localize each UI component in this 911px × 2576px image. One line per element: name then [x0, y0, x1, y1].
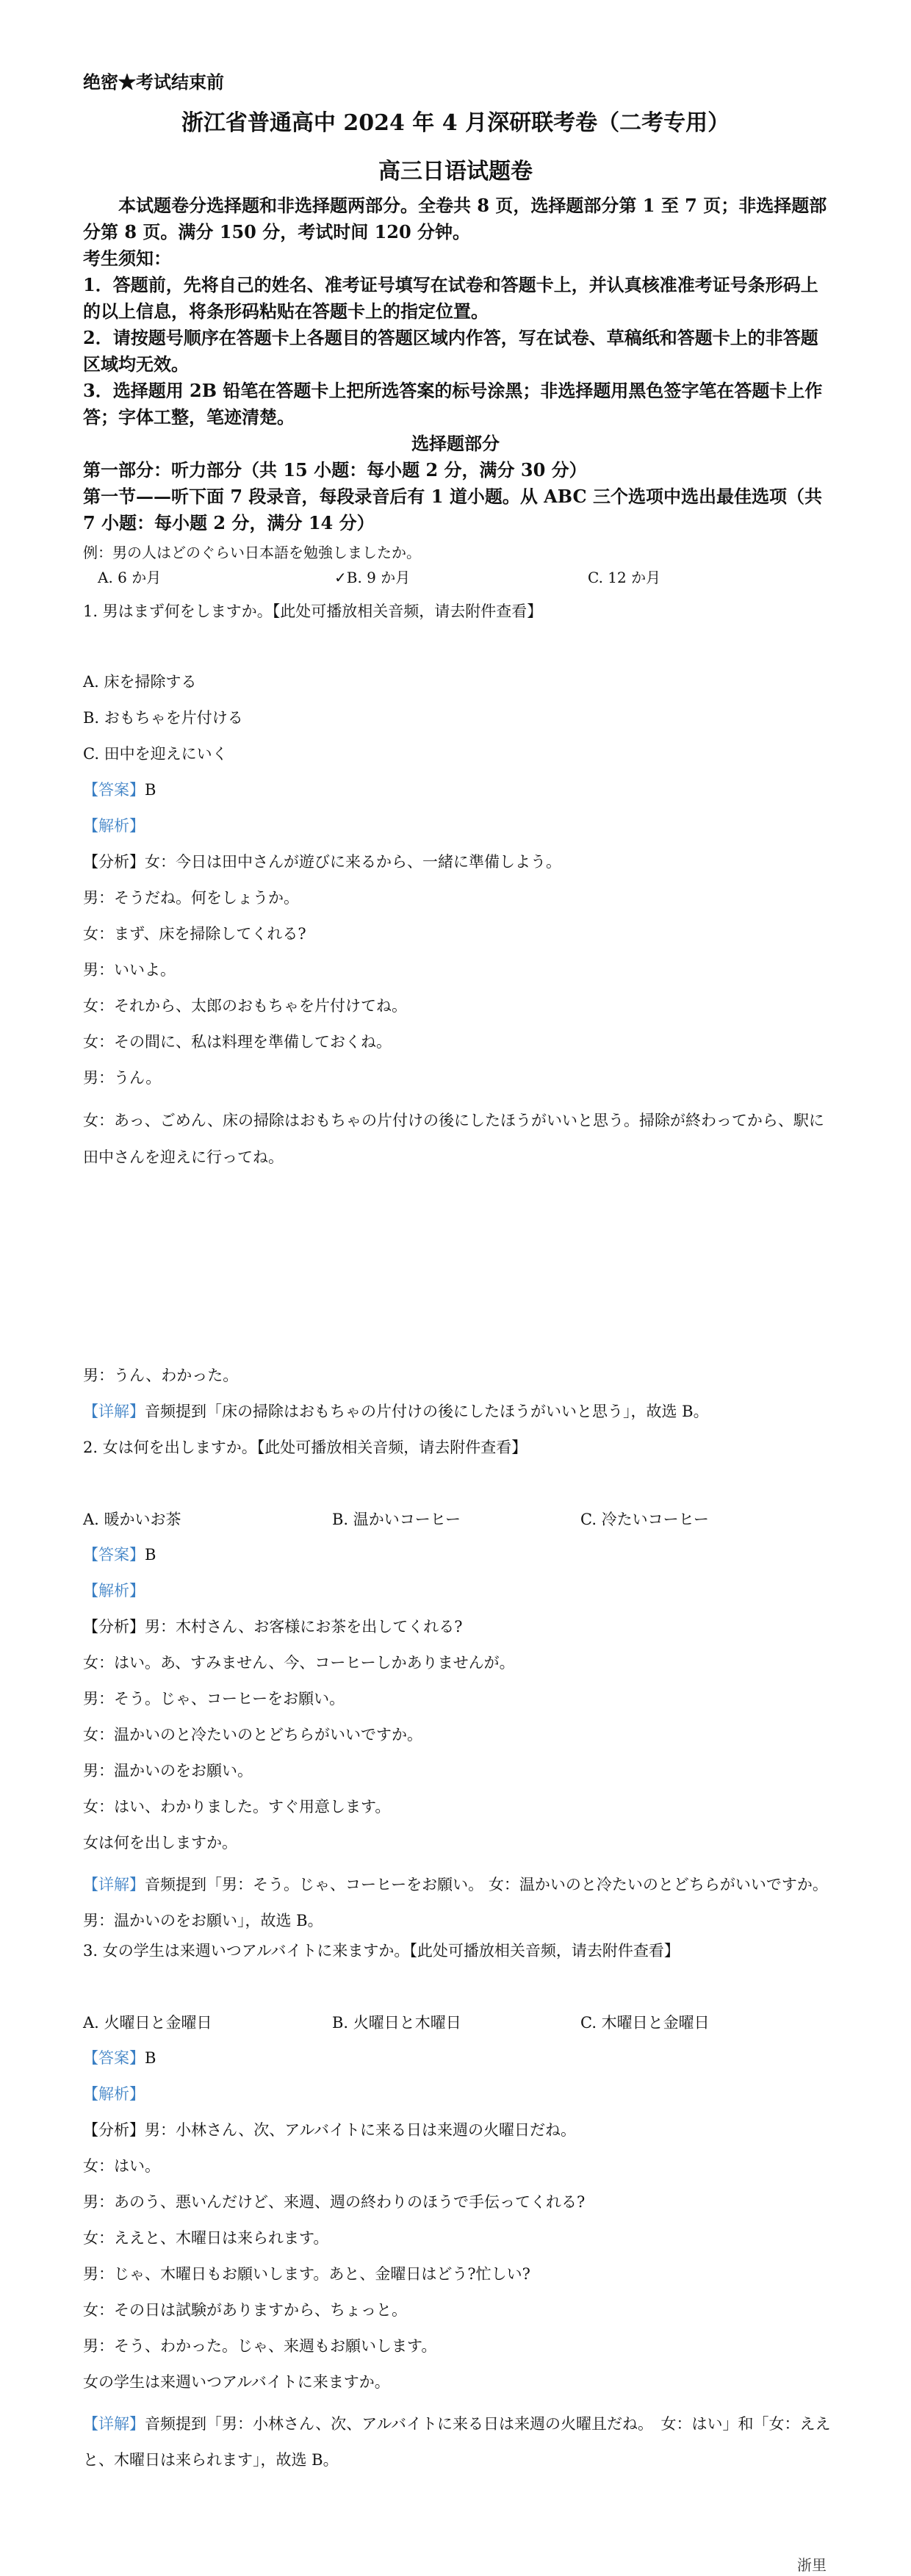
q2-option-b: B. 温かいコーヒー — [332, 1511, 461, 1528]
detail-text: 音频提到「男：そう。じゃ、コーヒーをお願い。 女：温かいのと冷たいのとどちらがいいですか。男：温かいのをお願い」，故选 B。 — [83, 1876, 828, 1929]
q3-option-c: C. 木曜日と金曜日 — [580, 2014, 710, 2032]
q1-line-1 — [83, 850, 832, 874]
intro-paragraph: 本试题卷分选择题和非选择题两部分。全卷共 8 页，选择题部分第 1 至 7 页；非选择题部分第 8 页。满分 150 分，考试时间 120 分钟。 — [83, 195, 827, 242]
detail-text: 音频提到「男：小林さん、次、アルバイトに来る日は来週の火曜且だね。 女：はい」和「女：ええと、木曜日は来られます」，故选 B。 — [83, 2415, 831, 2469]
q1-line-8: 女：あっ、ごめん、床の掃除はおもちゃの片付けの後にしたほうがいいと思う。掃除が終わってから、駅に田中さんを迎えに行ってね。 — [83, 1112, 824, 1166]
q2-option-a: A. 暖かいお茶 — [83, 1511, 181, 1528]
q1-line-3: 女：まず、床を掃除してくれる? — [83, 925, 306, 943]
q3-question: 3. 女の学生は来週いつアルバイトに来ますか。【此处可播放相关音频，请去附件查看】 — [83, 1942, 680, 1960]
example-option-c: C. 12 か月 — [588, 569, 661, 586]
fenxi-tag: 【分析】 — [83, 2121, 145, 2139]
answer-value: B — [145, 2049, 156, 2067]
page-footer: 浙里 — [797, 2556, 827, 2574]
q2-line-5: 男：温かいのをお願い。 — [83, 1762, 253, 1780]
example-question: 例：男の人はどのぐらい日本語を勉強しましたか。 — [83, 544, 421, 561]
q1-line-7: 男：うん。 — [83, 1069, 162, 1087]
q3-option-a: A. 火曜日と金曜日 — [83, 2014, 212, 2032]
fenxi-tag: 【分析】 — [83, 853, 145, 871]
q2-detail — [83, 1867, 832, 1939]
exam-title: 浙江省普通高中 2024 年 4 月深研联考卷（二考专用） — [181, 110, 730, 136]
q1-option-b: B. おもちゃを片付ける — [83, 709, 243, 727]
section-heading: 选择题部分 — [411, 433, 500, 454]
section-1-instructions: 第一节——听下面 7 段录音，每段录音后有 1 道小题。从 ABC 三个选项中选出最佳选项（共 7 小题：每小题 2 分，满分 14 分） — [83, 486, 822, 533]
secret-label: 绝密★考试结束前 — [83, 71, 224, 93]
q3-line-5: 男：じゃ、木曜日もお願いします。あと、金曜日はどう?忙しい? — [83, 2265, 530, 2283]
exam-subtitle: 高三日语试题卷 — [378, 159, 533, 184]
q3-detail — [83, 2406, 832, 2478]
q2-line-1 — [83, 1615, 832, 1638]
detail-tag: 【详解】 — [83, 2415, 145, 2433]
example-option-a: A. 6 か月 — [98, 569, 162, 586]
q2-answer — [83, 1543, 832, 1566]
q3-line-1 — [83, 2118, 832, 2142]
q1-analysis-tag: 【解析】 — [83, 817, 145, 835]
answer-value: B — [145, 1546, 156, 1564]
q2-line-3: 男：そう。じゃ、コーヒーをお願い。 — [83, 1690, 345, 1708]
q3-line-2: 女：はい。 — [83, 2157, 160, 2175]
q2-question: 2. 女は何を出しますか。【此处可播放相关音频，请去附件查看】 — [83, 1439, 527, 1456]
detail-text: 音频提到「床の掃除はおもちゃの片付けの後にしたほうがいいと思う」，故选 B。 — [145, 1403, 709, 1420]
notice-2: 2．请按题号顺序在答题卡上各题目的答题区域内作答，写在试卷、草稿纸和答题卡上的非答题区域均无效。 — [83, 327, 818, 375]
q2-option-c: C. 冷たいコーヒー — [580, 1511, 709, 1528]
detail-tag: 【详解】 — [83, 1403, 145, 1420]
q3-line-3: 男：あのう、悪いんだけど、来週、週の終わりのほうで手伝ってくれる? — [83, 2193, 586, 2211]
q1-option-c: C. 田中を迎えにいく — [83, 745, 228, 763]
q2-line-4: 女：温かいのと冷たいのとどちらがいいですか。 — [83, 1726, 422, 1744]
fenxi-tag: 【分析】 — [83, 1618, 145, 1636]
q3-line-6: 女：その日は試験がありますから、ちょっと。 — [83, 2301, 407, 2319]
q2-analysis-tag: 【解析】 — [83, 1582, 145, 1600]
dialog-text: 男：小林さん、次、アルバイトに来る日は来週の火曜日だね。 — [145, 2121, 576, 2139]
q3-option-b: B. 火曜日と木曜日 — [332, 2014, 461, 2032]
q1-question: 1. 男はまず何をしますか。【此处可播放相关音频，请去附件查看】 — [83, 602, 543, 620]
q3-line-4: 女：ええと、木曜日は来られます。 — [83, 2229, 329, 2247]
q1-option-a: A. 床を掃除する — [83, 673, 197, 691]
notice-label: 考生须知： — [83, 248, 171, 269]
q3-line-8: 女の学生は来週いつアルバイトに来ますか。 — [83, 2373, 390, 2391]
q1-line-4: 男：いいよ。 — [83, 961, 176, 979]
notice-1: 1．答题前，先将自己的姓名、准考证号填写在试卷和答题卡上，并认真核准准考证号条形码上的以上信息，将条形码粘贴在答题卡上的指定位置。 — [83, 274, 818, 322]
answer-tag: 【答案】 — [83, 1546, 145, 1564]
q1-detail — [83, 1400, 832, 1423]
answer-tag: 【答案】 — [83, 2049, 145, 2067]
answer-tag: 【答案】 — [83, 781, 145, 799]
q2-line-2: 女：はい。あ、すみません、今、コーヒーしかありませんが。 — [83, 1654, 515, 1672]
dialog-text: 男：木村さん、お客様にお茶を出してくれる? — [145, 1618, 463, 1636]
q1-line-5: 女：それから、太郎のおもちゃを片付けてね。 — [83, 997, 407, 1015]
q1-line-2: 男：そうだね。何をしょうか。 — [83, 889, 299, 907]
dialog-text: 女：今日は田中さんが遊びに来るから、一緒に準備しよう。 — [145, 853, 561, 871]
q1-line-9: 男：うん、わかった。 — [83, 1367, 239, 1384]
detail-tag: 【详解】 — [83, 1876, 145, 1893]
q3-line-7: 男：そう、わかった。じゃ、来週もお願いします。 — [83, 2337, 437, 2355]
part-1-heading: 第一部分：听力部分（共 15 小题：每小题 2 分，满分 30 分） — [83, 459, 587, 481]
q1-answer — [83, 778, 832, 802]
notice-3: 3．选择题用 2B 铅笔在答题卡上把所选答案的标号涂黑；非选择题用黑色签字笔在答题卡上作答；字体工整，笔迹清楚。 — [83, 380, 823, 428]
q1-line-6: 女：その間に、私は料理を準備しておくね。 — [83, 1033, 392, 1051]
q3-answer — [83, 2046, 832, 2070]
q2-line-7: 女は何を出しますか。 — [83, 1834, 237, 1852]
q3-analysis-tag: 【解析】 — [83, 2085, 145, 2103]
answer-value: B — [145, 781, 156, 799]
example-option-b: ✓B. 9 か月 — [334, 569, 411, 586]
q2-line-6: 女：はい、わかりました。すぐ用意します。 — [83, 1798, 391, 1816]
